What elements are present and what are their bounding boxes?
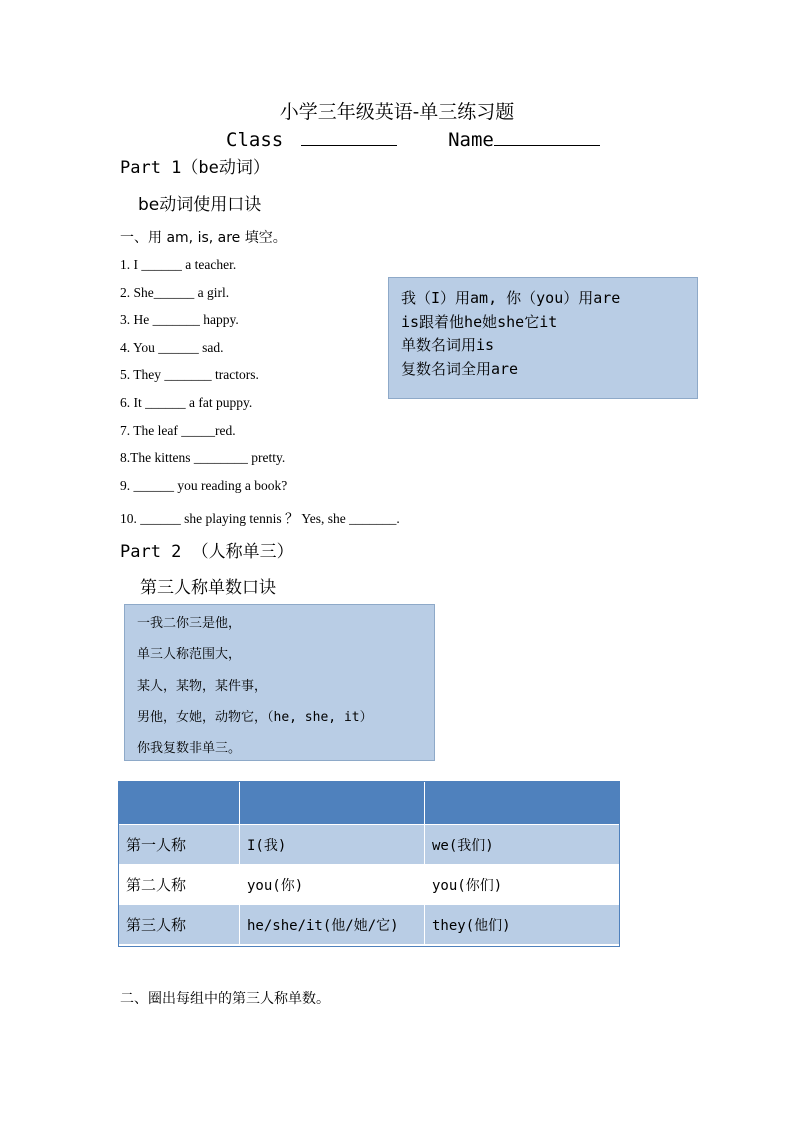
class-name-line — [226, 127, 600, 151]
class-blank — [301, 127, 397, 146]
name-label: Name — [448, 129, 494, 151]
part1-instruction: 一、用 am, is, are 填空。 — [120, 230, 287, 246]
question-4: 4. You ______ sad. — [120, 340, 224, 355]
question-10: 10. ______ she playing tennis ？ Yes, she _______. — [120, 511, 400, 526]
table-header-row — [119, 782, 621, 825]
table-header-cell — [119, 782, 240, 825]
table-cell: 第二人称 — [119, 865, 240, 905]
rhyme2-line-3: 某人，某物，某件事， — [137, 679, 268, 694]
part2-subheading: 第三人称单数口诀 — [140, 578, 276, 598]
rhyme-line-3: 单数名词用is — [401, 336, 495, 354]
table-cell: you(你) — [240, 865, 425, 905]
question-8: 8.The kittens ________ pretty. — [120, 450, 286, 465]
name-blank — [494, 127, 600, 146]
section2-instruction: 二、圈出每组中的第三人称单数。 — [120, 991, 330, 1007]
question-5: 5. They _______ tractors. — [120, 367, 259, 382]
be-verb-rhyme-box — [388, 277, 698, 399]
question-1: 1. I ______ a teacher. — [120, 257, 237, 272]
page-title: 小学三年级英语-单三练习题 — [279, 101, 515, 123]
table-cell: I(我) — [240, 825, 425, 865]
table-row — [119, 865, 621, 905]
table-cell: he/she/it(他/她/它) — [240, 905, 425, 945]
rhyme-line-2: is跟着他he她she它it — [401, 313, 558, 331]
table-cell: we(我们) — [425, 825, 621, 865]
rhyme-line-4: 复数名词全用are — [401, 360, 519, 378]
table-cell: 第一人称 — [119, 825, 240, 865]
question-6: 6. It ______ a fat puppy. — [120, 395, 253, 410]
third-person-rhyme-box — [124, 604, 435, 761]
person-table — [118, 781, 621, 945]
rhyme2-line-4: 男他，女她，动物它，（he, she, it） — [137, 710, 373, 725]
question-9: 9. ______ you reading a book? — [120, 478, 288, 493]
part2-heading: Part 2 （人称单三） — [120, 542, 294, 562]
rhyme2-line-1: 一我二你三是他， — [137, 616, 242, 631]
table-row — [119, 905, 621, 945]
question-7: 7. The leaf _____red. — [120, 423, 236, 438]
part1-heading: Part 1（be动词） — [120, 158, 270, 178]
table-cell: 第三人称 — [119, 905, 240, 945]
class-label: Class — [226, 129, 284, 151]
table-cell: you(你们) — [425, 865, 621, 905]
question-2: 2. She______ a girl. — [120, 285, 230, 300]
part1-subheading: be动词使用口诀 — [138, 195, 262, 215]
rhyme-line-1: 我（I）用am, 你（you）用are — [401, 289, 621, 307]
rhyme2-line-2: 单三人称范围大， — [137, 647, 242, 662]
table-header-cell — [240, 782, 425, 825]
question-3: 3. He _______ happy. — [120, 312, 239, 327]
table-row — [119, 825, 621, 865]
rhyme2-line-5: 你我复数非单三。 — [137, 741, 242, 756]
table-cell: they(他们) — [425, 905, 621, 945]
table-header-cell — [425, 782, 621, 825]
